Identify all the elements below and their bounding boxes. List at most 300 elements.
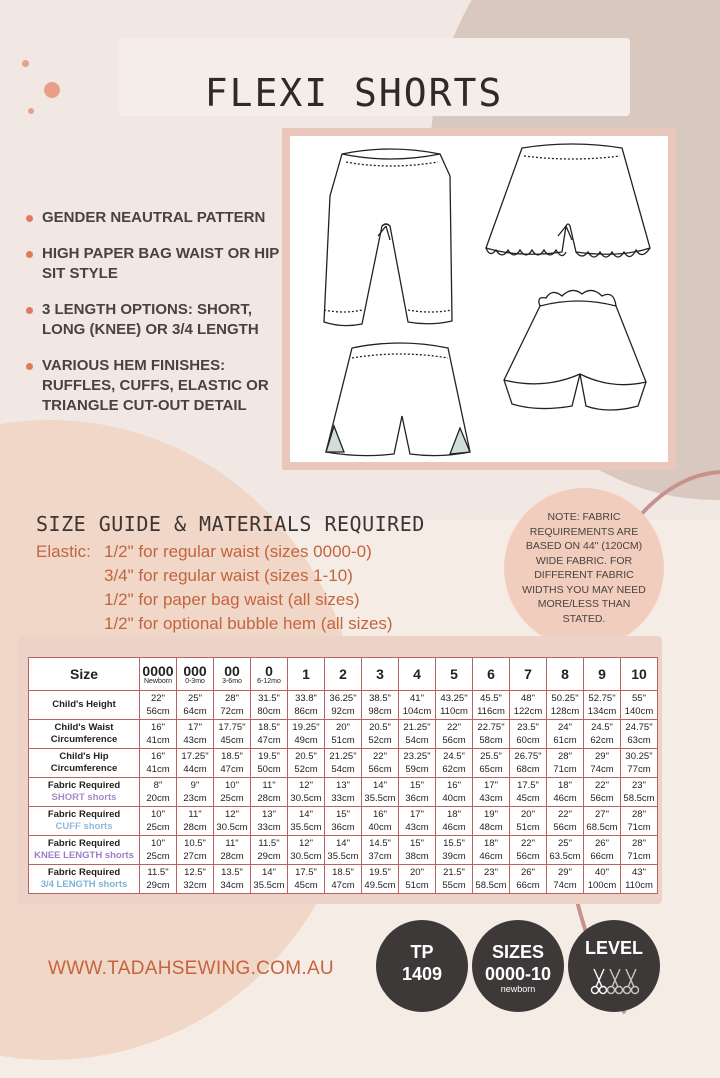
inch-value: 10" (151, 838, 165, 849)
cm-value: 45cm (516, 793, 540, 804)
table-cell (399, 778, 436, 807)
table-cell (473, 807, 510, 836)
table-cell (473, 691, 510, 720)
table-cell (214, 720, 251, 749)
cm-value: 29cm (146, 880, 170, 891)
inch-value: 19.5" (369, 867, 391, 878)
inch-value: 24.5" (443, 751, 465, 762)
inch-value: 19.5" (258, 751, 280, 762)
inch-value: 20" (410, 867, 424, 878)
table-cell (399, 836, 436, 865)
cm-value: 59cm (405, 764, 429, 775)
bullet-icon (26, 215, 33, 222)
inch-value: 26" (521, 867, 535, 878)
cm-value: 35.5cm (253, 880, 285, 891)
cm-value: 128cm (550, 706, 580, 717)
table-cell (584, 749, 621, 778)
inch-value: 22" (558, 809, 572, 820)
cm-value: 80cm (257, 706, 281, 717)
cm-value: 28cm (183, 822, 207, 833)
inch-value: 43.25" (440, 693, 468, 704)
badge-sizes-label: SIZES (491, 942, 544, 962)
inch-value: 13" (262, 809, 276, 820)
table-cell (214, 691, 251, 720)
inch-value: 31.5" (258, 693, 280, 704)
inch-value: 11.5" (258, 838, 280, 849)
table-cell (399, 749, 436, 778)
cm-value: 50cm (257, 764, 281, 775)
page-title: FLEXI SHORTS (204, 71, 504, 116)
size-label: 7 (524, 666, 532, 682)
cm-value: 60cm (516, 735, 540, 746)
inch-value: 22.75" (477, 722, 505, 733)
cm-value: 56cm (553, 822, 577, 833)
cm-value: 63.5cm (549, 851, 581, 862)
table-cell (584, 691, 621, 720)
cm-value: 47cm (331, 880, 355, 891)
inch-value: 28" (632, 838, 646, 849)
table-cell (214, 778, 251, 807)
cm-value: 116cm (477, 706, 505, 717)
table-cell (325, 691, 362, 720)
table-cell (436, 720, 473, 749)
feature-list (24, 208, 280, 432)
cm-value: 66cm (516, 880, 540, 891)
table-cell (584, 778, 621, 807)
table-cell (177, 865, 214, 894)
size-column-header (214, 658, 251, 691)
inch-value: 12" (299, 780, 313, 791)
inch-value: 28" (225, 693, 239, 704)
table-cell (510, 691, 547, 720)
cm-value: 64cm (183, 706, 207, 717)
table-cell (621, 865, 658, 894)
table-cell (288, 807, 325, 836)
age-range-label: Newborn (143, 678, 172, 685)
inch-value: 24.5" (591, 722, 613, 733)
cm-value: 52cm (368, 735, 392, 746)
table-row (29, 749, 658, 778)
table-cell (547, 691, 584, 720)
table-cell (473, 720, 510, 749)
website-link[interactable]: WWW.TADAHSEWING.COM.AU (48, 958, 334, 979)
cm-value: 100cm (587, 880, 617, 891)
decor-dot (44, 82, 60, 98)
cm-value: 36cm (331, 822, 355, 833)
cm-value: 66cm (590, 851, 614, 862)
inch-value: 15" (410, 838, 424, 849)
cm-value: 49cm (294, 735, 318, 746)
table-cell (177, 720, 214, 749)
size-label: 9 (598, 666, 606, 682)
cm-value: 51cm (405, 880, 429, 891)
table-cell (547, 720, 584, 749)
table-row (29, 778, 658, 807)
size-guide-heading: SIZE GUIDE & MATERIALS REQUIRED (36, 512, 425, 536)
table-row (29, 720, 658, 749)
size-column-header (547, 658, 584, 691)
decor-dot (28, 108, 34, 114)
inch-value: 10.5" (184, 838, 206, 849)
table-cell (510, 836, 547, 865)
table-cell (436, 807, 473, 836)
table-cell (288, 720, 325, 749)
cm-value: 61cm (553, 735, 577, 746)
scissors-icon (588, 966, 640, 996)
inch-value: 11.5" (147, 867, 169, 878)
cm-value: 29cm (257, 851, 281, 862)
cm-value: 35.5cm (327, 851, 359, 862)
level-badge (568, 920, 660, 1012)
size-column-header (473, 658, 510, 691)
cm-value: 28cm (220, 851, 244, 862)
inch-value: 36.25" (329, 693, 357, 704)
triangle-detail-shorts-sketch (326, 343, 470, 456)
row-label-text: Child's Height (52, 699, 116, 710)
table-cell (436, 778, 473, 807)
table-cell (362, 720, 399, 749)
table-cell (288, 691, 325, 720)
table-cell (177, 836, 214, 865)
size-column-header (177, 658, 214, 691)
cm-value: 45cm (220, 735, 244, 746)
garment-sketches (290, 136, 668, 462)
pattern-number-badge (376, 920, 468, 1012)
table-cell (436, 836, 473, 865)
age-range-label: 3-6mo (222, 678, 242, 685)
cm-value: 37cm (368, 851, 392, 862)
cm-value: 32cm (183, 880, 207, 891)
table-cell (473, 865, 510, 894)
table-cell (621, 836, 658, 865)
cm-value: 46cm (553, 793, 577, 804)
table-cell (325, 749, 362, 778)
table-cell (140, 749, 177, 778)
table-cell (362, 807, 399, 836)
cm-value: 34cm (220, 880, 244, 891)
row-label (29, 807, 140, 836)
table-cell (362, 778, 399, 807)
inch-value: 26.75" (514, 751, 542, 762)
shorts-illustrations (290, 136, 668, 462)
table-cell (214, 807, 251, 836)
inch-value: 52.75" (588, 693, 616, 704)
cm-value: 52cm (294, 764, 318, 775)
inch-value: 14" (262, 867, 276, 878)
cm-value: 25cm (146, 851, 170, 862)
cm-value: 63cm (627, 735, 651, 746)
inch-value: 38.5" (369, 693, 391, 704)
inch-value: 23.5" (517, 722, 539, 733)
table-cell (325, 778, 362, 807)
size-column-header (510, 658, 547, 691)
inch-value: 8" (153, 780, 163, 791)
table-cell (547, 807, 584, 836)
inch-value: 12" (299, 838, 313, 849)
inch-value: 30.25" (625, 751, 653, 762)
cuff-shorts-sketch (504, 301, 646, 410)
cm-value: 71cm (627, 822, 651, 833)
inch-value: 21.5" (443, 867, 465, 878)
size-label: 0000 (142, 663, 174, 679)
fabric-note (504, 488, 664, 648)
inch-value: 40" (595, 867, 609, 878)
inch-value: 22" (373, 751, 387, 762)
badge-sizes-range: 0000-10 (484, 964, 552, 984)
inch-value: 18" (484, 838, 498, 849)
table-cell (436, 691, 473, 720)
table-cell (510, 749, 547, 778)
inch-value: 17" (188, 722, 202, 733)
inch-value: 16" (151, 751, 165, 762)
cm-value: 43cm (479, 793, 503, 804)
size-label: 000 (183, 663, 207, 679)
inch-value: 25" (558, 838, 572, 849)
row-sublabel-text: SHORT shorts (51, 792, 117, 803)
cm-value: 58.5cm (475, 880, 507, 891)
table-cell (584, 720, 621, 749)
elastic-line: 1/2" for paper bag waist (all sizes) (104, 590, 360, 609)
table-cell (510, 865, 547, 894)
cm-value: 40cm (442, 793, 466, 804)
row-label (29, 749, 140, 778)
size-label: 00 (224, 663, 240, 679)
table-cell (362, 865, 399, 894)
size-column-header (362, 658, 399, 691)
inch-value: 13.5" (221, 867, 243, 878)
table-cell (436, 749, 473, 778)
cm-value: 58.5cm (623, 793, 655, 804)
size-column-header (399, 658, 436, 691)
cm-value: 54cm (405, 735, 429, 746)
cm-value: 104cm (402, 706, 432, 717)
table-cell (621, 749, 658, 778)
table-cell (510, 807, 547, 836)
elastic-line: 1/2" for regular waist (sizes 0000-0) (104, 542, 372, 561)
cm-value: 30.5cm (290, 851, 322, 862)
cm-value: 46cm (479, 851, 503, 862)
table-cell (177, 749, 214, 778)
table-row (29, 865, 658, 894)
table-cell (399, 720, 436, 749)
inch-value: 17" (484, 780, 498, 791)
table-cell (584, 807, 621, 836)
row-label-text: Fabric Required (47, 780, 121, 791)
table-cell (325, 807, 362, 836)
inch-value: 19.25" (292, 722, 320, 733)
table-cell (140, 865, 177, 894)
elastic-line: 3/4" for regular waist (sizes 1-10) (104, 566, 353, 585)
table-cell (473, 749, 510, 778)
cm-value: 23cm (183, 793, 207, 804)
cm-value: 71cm (627, 851, 651, 862)
cm-value: 110cm (625, 880, 653, 891)
cm-value: 72cm (220, 706, 244, 717)
table-cell (621, 807, 658, 836)
cm-value: 27cm (183, 851, 207, 862)
cm-value: 56cm (442, 735, 466, 746)
table-cell (177, 778, 214, 807)
row-label (29, 691, 140, 720)
inch-value: 14.5" (369, 838, 391, 849)
inch-value: 16" (151, 722, 165, 733)
table-cell (510, 778, 547, 807)
inch-value: 18.5" (221, 751, 243, 762)
row-sublabel-text: 3/4 LENGTH shorts (40, 879, 128, 890)
table-cell (251, 720, 288, 749)
inch-value: 11" (262, 780, 276, 791)
badge-tp-label: TP (410, 942, 434, 962)
cm-value: 33cm (257, 822, 281, 833)
size-label: 0 (265, 663, 273, 679)
table-cell (436, 865, 473, 894)
cm-value: 46cm (442, 822, 466, 833)
inch-value: 18" (558, 780, 572, 791)
cm-value: 30.5cm (216, 822, 248, 833)
cm-value: 45cm (294, 880, 318, 891)
row-label-text: Child's Hip (59, 751, 109, 762)
feature-item (24, 244, 280, 284)
cm-value: 62cm (442, 764, 466, 775)
feature-text: 3 LENGTH OPTIONS: SHORT, LONG (KNEE) OR 3/4 LENGTH (42, 301, 259, 338)
row-label (29, 778, 140, 807)
cm-value: 68cm (516, 764, 540, 775)
inch-value: 12" (225, 809, 239, 820)
cm-value: 134cm (587, 706, 617, 717)
inch-value: 13" (336, 780, 350, 791)
feature-item (24, 208, 280, 228)
feature-item (24, 300, 280, 340)
decor-dot (22, 60, 29, 67)
cm-value: 44cm (183, 764, 207, 775)
cm-value: 51cm (516, 822, 540, 833)
knee-length-shorts-sketch (324, 149, 452, 326)
table-row (29, 836, 658, 865)
cm-value: 41cm (146, 764, 170, 775)
inch-value: 29" (558, 867, 572, 878)
size-label: 2 (339, 666, 347, 682)
badge-tp-number: 1409 (401, 964, 443, 984)
table-cell (399, 691, 436, 720)
cm-value: 47cm (257, 735, 281, 746)
fabric-note-text: NOTE: FABRIC REQUIREMENTS ARE BASED ON 44" (120CM) WIDE FABRIC. FOR DIFFERENT FABRIC WIDTHS YOU MAY NEED MORE/LESS THAN STATED. (522, 511, 646, 625)
table-cell (547, 778, 584, 807)
cm-value: 86cm (294, 706, 318, 717)
cm-value: 41cm (146, 735, 170, 746)
size-column-header (584, 658, 621, 691)
inch-value: 22" (447, 722, 461, 733)
inch-value: 28" (632, 809, 646, 820)
inch-value: 20.5" (369, 722, 391, 733)
table-cell (288, 865, 325, 894)
inch-value: 23" (484, 867, 498, 878)
table-cell (140, 691, 177, 720)
table-cell (325, 836, 362, 865)
inch-value: 15" (410, 780, 424, 791)
inch-value: 24.75" (625, 722, 653, 733)
cm-value: 68.5cm (586, 822, 618, 833)
inch-value: 18" (447, 809, 461, 820)
row-label-text: Child's Waist (54, 722, 114, 733)
inch-value: 22" (595, 780, 609, 791)
cm-value: 47cm (220, 764, 244, 775)
cm-value: 122cm (513, 706, 543, 717)
inch-value: 17.75" (218, 722, 246, 733)
table-row (29, 807, 658, 836)
inch-value: 17.5" (517, 780, 539, 791)
cm-value: 43cm (183, 735, 207, 746)
inch-value: 43" (632, 867, 646, 878)
table-cell (140, 807, 177, 836)
cm-value: 58cm (479, 735, 503, 746)
inch-value: 29" (595, 751, 609, 762)
inch-value: 22" (521, 838, 535, 849)
row-label-text: Fabric Required (47, 867, 121, 878)
table-cell (362, 836, 399, 865)
table-cell (177, 691, 214, 720)
cm-value: 49.5cm (364, 880, 396, 891)
age-range-label: 6-12mo (257, 678, 281, 685)
inch-value: 33.8" (295, 693, 317, 704)
inch-value: 12.5" (184, 867, 206, 878)
inch-value: 11" (225, 838, 239, 849)
row-sublabel-text: CUFF shorts (55, 821, 113, 832)
row-label (29, 836, 140, 865)
inch-value: 16" (373, 809, 387, 820)
inch-value: 48" (521, 693, 535, 704)
table-cell (214, 836, 251, 865)
feature-item (24, 356, 280, 416)
table-cell (140, 836, 177, 865)
table-cell (140, 778, 177, 807)
table-cell (140, 720, 177, 749)
bullet-icon (26, 363, 33, 370)
size-label: 8 (561, 666, 569, 682)
bullet-icon (26, 307, 33, 314)
inch-value: 24" (558, 722, 572, 733)
cm-value: 25cm (220, 793, 244, 804)
table-cell (510, 720, 547, 749)
size-table (28, 657, 658, 894)
inch-value: 19" (484, 809, 498, 820)
table-cell (399, 807, 436, 836)
cm-value: 110cm (440, 706, 468, 717)
cm-value: 33cm (331, 793, 355, 804)
inch-value: 45.5" (480, 693, 502, 704)
table-cell (584, 865, 621, 894)
inch-value: 50.25" (551, 693, 579, 704)
size-label: 10 (631, 666, 647, 682)
cm-value: 140cm (624, 706, 654, 717)
size-column-header (621, 658, 658, 691)
inch-value: 9" (190, 780, 200, 791)
cm-value: 35.5cm (290, 822, 322, 833)
size-label: 3 (376, 666, 384, 682)
table-cell (251, 749, 288, 778)
table-cell (251, 691, 288, 720)
cm-value: 56cm (516, 851, 540, 862)
table-cell (399, 865, 436, 894)
size-column-header (325, 658, 362, 691)
cm-value: 92cm (331, 706, 355, 717)
cm-value: 40cm (368, 822, 392, 833)
ruffle-shorts-sketch (486, 144, 650, 254)
table-cell (473, 836, 510, 865)
row-sublabel-text: KNEE LENGTH shorts (34, 850, 134, 861)
table-cell (547, 836, 584, 865)
table-cell (177, 807, 214, 836)
table-cell (584, 836, 621, 865)
